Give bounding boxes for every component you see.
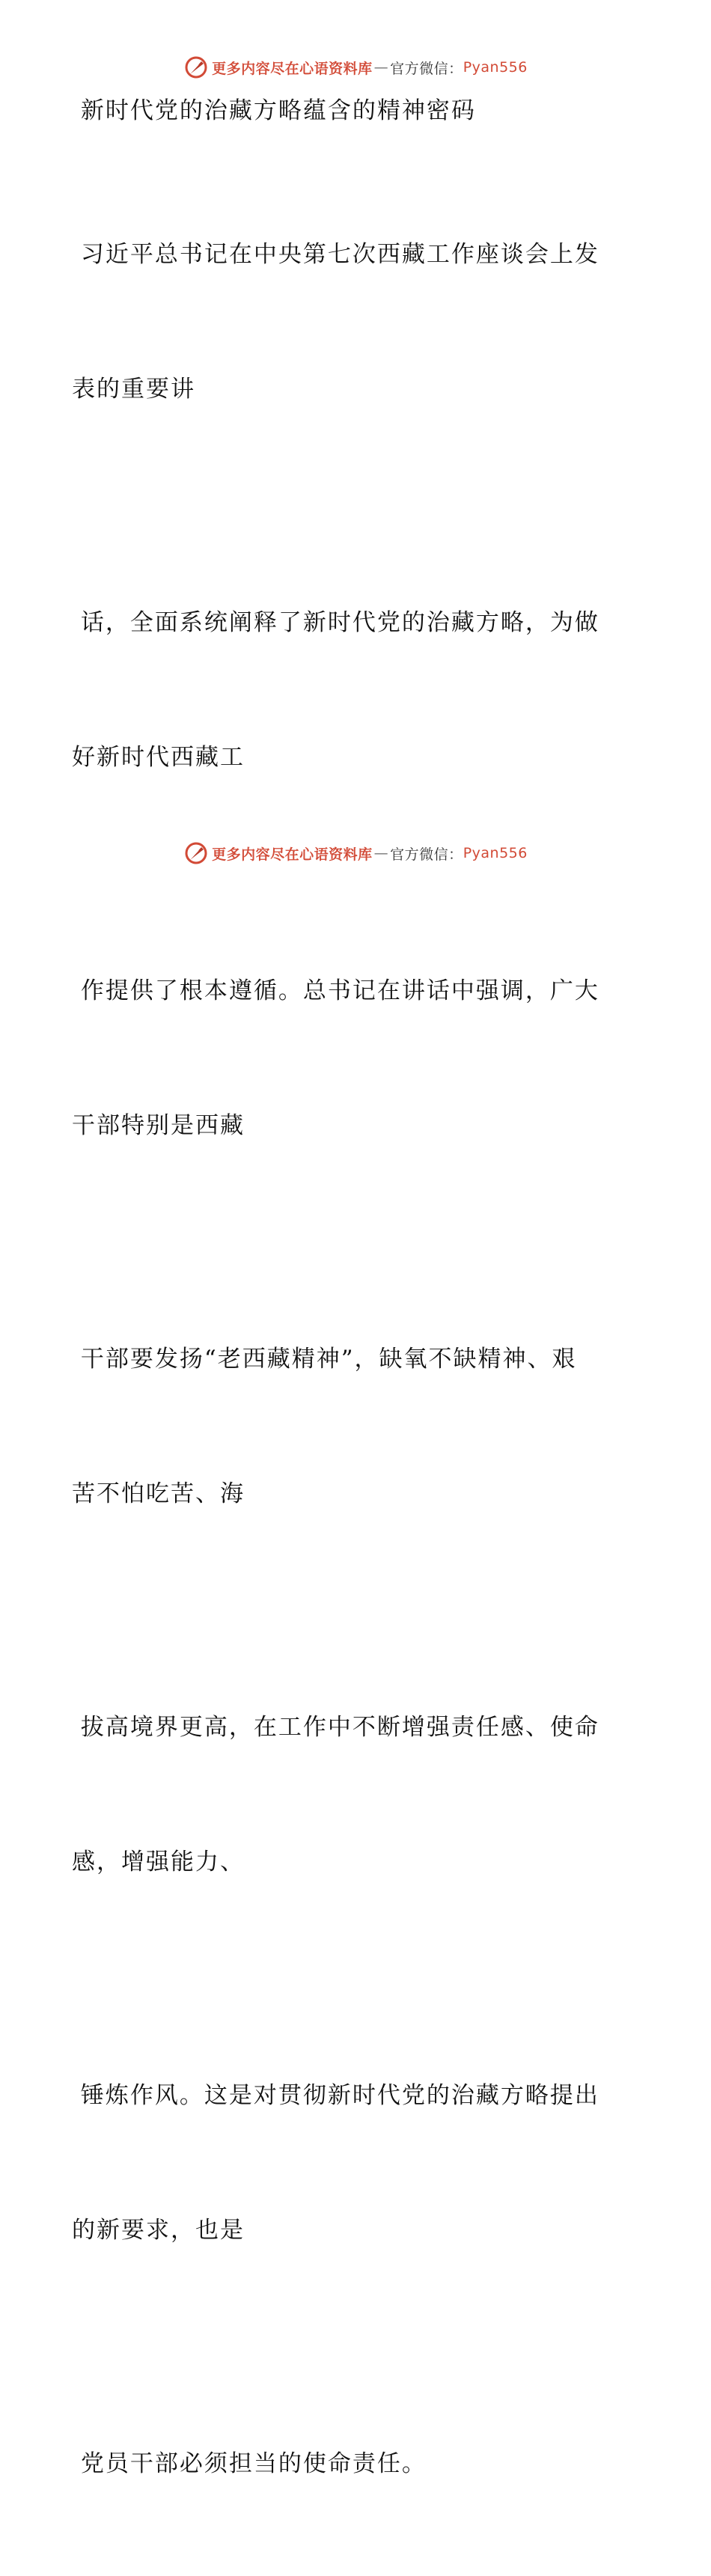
paragraph-line: 党员干部必须担当的使命责任。: [72, 2450, 427, 2477]
paragraph-line: 感，增强能力、: [72, 1849, 245, 1875]
paragraph-line: 习近平总书记在中央第七次西藏工作座谈会上发: [72, 241, 599, 268]
paragraph-6: [72, 1983, 626, 2342]
paragraph-line: 干部要发扬“老西藏精神”，缺氧不缺精神、艰: [72, 1346, 577, 1373]
paragraph-line: 锤炼作风。这是对贯彻新时代党的治藏方略提出: [72, 2082, 599, 2109]
footer-wechat-label: 官方微信：: [390, 846, 463, 863]
paragraph-line: 表的重要讲: [72, 376, 195, 403]
paragraph-line: 的新要求，也是: [72, 2217, 245, 2244]
paragraph-line: 好新时代西藏工: [72, 744, 245, 771]
header-brand-text: 更多内容尽在心语资料库: [212, 60, 373, 77]
paragraph-3: [72, 879, 626, 1238]
footer-wechat-id: Pyan556: [463, 845, 528, 861]
paragraph-2: [72, 510, 626, 870]
paragraph-5: [72, 1615, 626, 1974]
paragraph-line: 拔高境界更高，在工作中不断增强责任感、使命: [72, 1714, 599, 1741]
paragraph-4: [72, 1247, 626, 1606]
header-wechat-label: 官方微信：: [390, 60, 463, 77]
footer-banner: [0, 838, 711, 868]
header-wechat-id: Pyan556: [463, 59, 528, 76]
paragraph-line: 话，全面系统阐释了新时代党的治藏方略，为做: [72, 609, 599, 636]
feather-seal-icon: [183, 55, 209, 80]
document-title: 新时代党的治藏方略蕴含的精神密码: [72, 97, 476, 124]
document-body: [72, 88, 626, 2576]
paragraph-line: 作提供了根本遵循。总书记在讲话中强调，广大: [72, 977, 599, 1004]
paragraph-1: [72, 142, 626, 501]
feather-seal-icon: [183, 840, 209, 866]
paragraph-line: 苦不怕吃苦、海: [72, 1480, 245, 1507]
header-banner: [0, 52, 711, 82]
footer-brand-text: 更多内容尽在心语资料库: [212, 846, 373, 863]
footer-dash: —: [373, 845, 389, 861]
paragraph-line: 干部特别是西藏: [72, 1112, 245, 1139]
header-dash: —: [373, 59, 389, 76]
paragraph-7: [72, 2351, 626, 2576]
